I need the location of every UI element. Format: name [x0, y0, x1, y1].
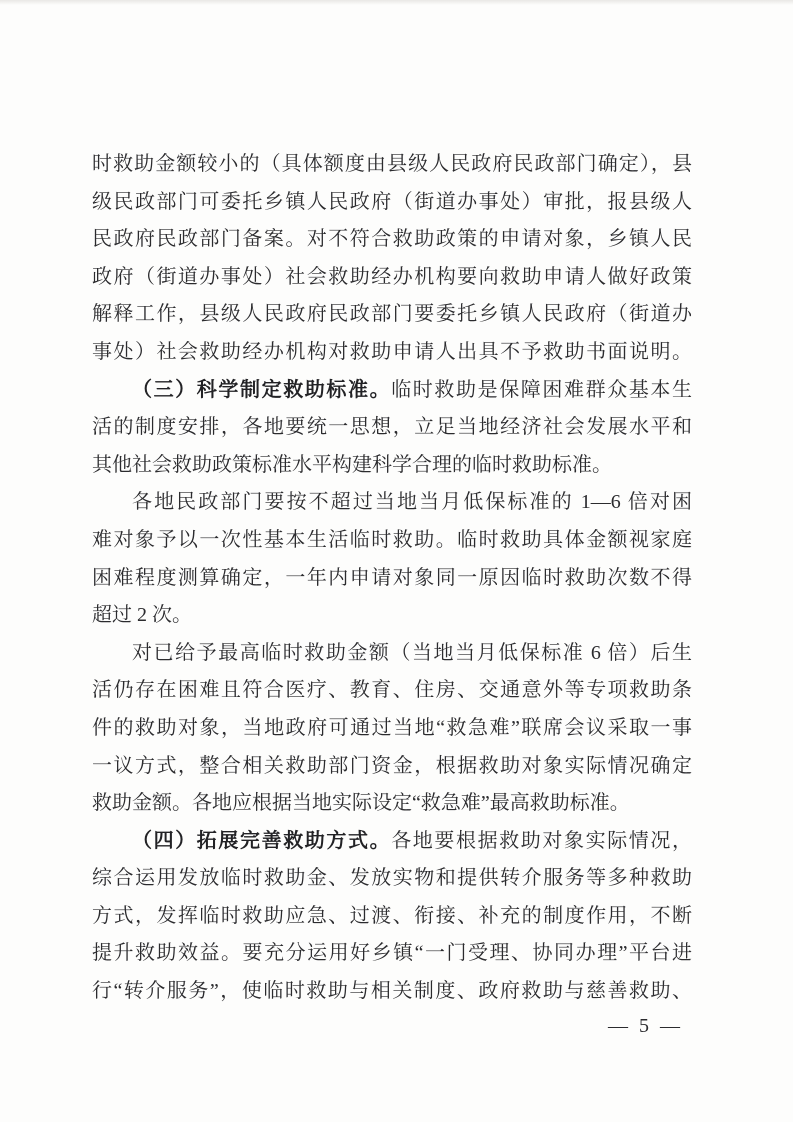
- text-line: [92, 259, 692, 297]
- text-line: [92, 898, 692, 936]
- text-line: [92, 973, 692, 1011]
- body-text: 超过 2 次。: [92, 604, 192, 627]
- text-line: [92, 672, 692, 710]
- body-text: 各地民政部门要按不超过当地当月低保标准的 1—6 倍对困: [132, 491, 692, 514]
- text-line: [92, 372, 692, 410]
- body-text: 方式，发挥临时救助应急、过渡、衔接、补充的制度作用，不断: [92, 904, 692, 927]
- document-body: [92, 146, 692, 1011]
- text-line: [92, 484, 692, 522]
- body-text: 困难程度测算确定，一年内申请对象同一原因临时救助次数不得: [92, 566, 692, 589]
- text-line: [92, 334, 692, 372]
- text-line: [92, 597, 692, 635]
- text-line: [92, 447, 692, 485]
- body-text: 难对象予以一次性基本生活临时救助。临时救助具体金额视家庭: [92, 528, 692, 551]
- body-text: 件的救助对象，当地政府可通过当地“救急难”联席会议采取一事: [92, 716, 692, 739]
- body-text: 对已给予最高临时救助金额（当地当月低保标准 6 倍）后生: [132, 641, 692, 664]
- body-text: 其他社会救助政策标准水平构建科学合理的临时救助标准。: [92, 453, 612, 476]
- body-text: 综合运用发放临时救助金、发放实物和提供转介服务等多种救助: [92, 867, 692, 890]
- body-text: 活的制度安排，各地要统一思想，立足当地经济社会发展水平和: [92, 416, 692, 439]
- scan-edge-artifact: [0, 0, 793, 5]
- body-text: 一议方式，整合相关救助部门资金，根据救助对象实际情况确定: [92, 754, 692, 777]
- text-line: [92, 785, 692, 823]
- body-text: 民政府民政部门备案。对不符合救助政策的申请对象，乡镇人民: [92, 228, 692, 251]
- body-text: 提升救助效益。要充分运用好乡镇“一门受理、协同办理”平台进: [92, 942, 692, 965]
- body-text: 政府（街道办事处）社会救助经办机构要向救助申请人做好政策: [92, 265, 692, 288]
- text-line: [92, 409, 692, 447]
- body-text: 级民政部门可委托乡镇人民政府（街道办事处）审批，报县级人: [92, 190, 692, 213]
- text-line: [92, 560, 692, 598]
- body-text: 时救助金额较小的（具体额度由县级人民政府民政部门确定），县: [92, 153, 692, 175]
- body-text: 救助金额。各地应根据当地实际设定“救急难”最高救助标准。: [92, 792, 630, 815]
- body-text: 解释工作，县级人民政府民政部门要委托乡镇人民政府（街道办: [92, 303, 692, 326]
- text-line: [92, 823, 692, 861]
- body-text: 各地要根据救助对象实际情况，: [391, 829, 693, 852]
- text-line: [92, 522, 692, 560]
- body-text: 行“转介服务”，使临时救助与相关制度、政府救助与慈善救助、: [92, 980, 692, 1003]
- section-heading: （三）科学制定救助标准。: [132, 378, 392, 401]
- body-text: 活仍存在困难且符合医疗、教育、住房、交通意外等专项救助条: [92, 679, 692, 702]
- text-line: [92, 710, 692, 748]
- page-number: — 5 —: [608, 1015, 683, 1037]
- body-text: 事处）社会救助经办机构对救助申请人出具不予救助书面说明。: [92, 340, 692, 363]
- body-text: 临时救助是保障困难群众基本生: [391, 378, 693, 401]
- text-line: [92, 146, 692, 184]
- text-line: [92, 221, 692, 259]
- text-line: [92, 860, 692, 898]
- text-line: [92, 935, 692, 973]
- text-line: [92, 184, 692, 222]
- section-heading: （四）拓展完善救助方式。: [132, 829, 392, 852]
- text-line: [92, 296, 692, 334]
- text-line: [92, 635, 692, 673]
- text-line: [92, 748, 692, 786]
